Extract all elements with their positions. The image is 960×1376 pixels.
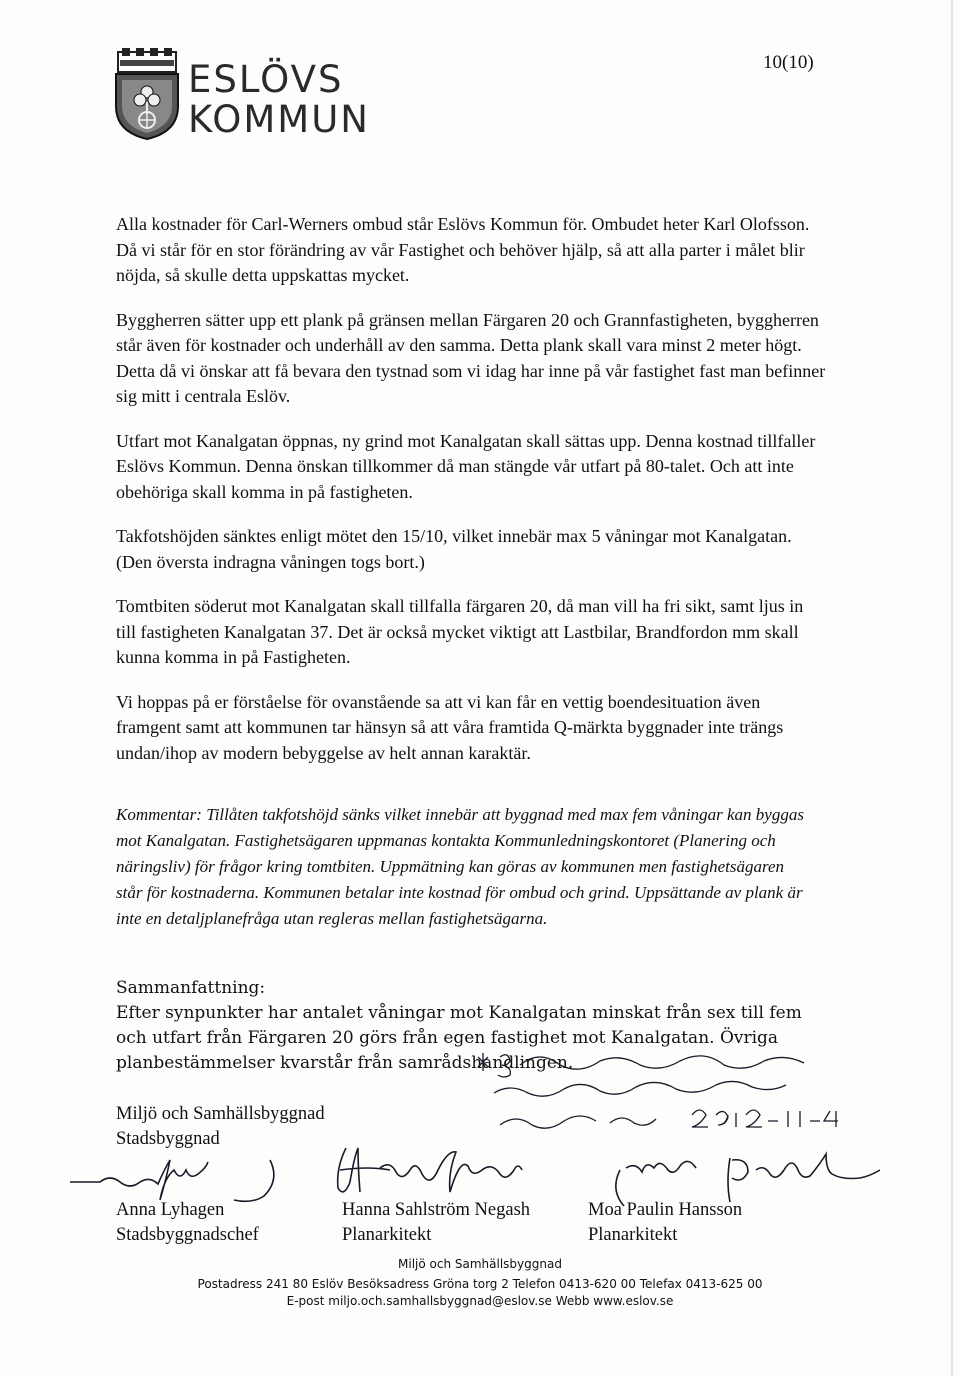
page-number: 10(10): [763, 52, 814, 73]
logo-line-1: ESLÖVS: [188, 58, 344, 101]
department-unit: Stadsbyggnad: [116, 1129, 220, 1149]
department-block: [116, 1102, 325, 1152]
page-footer: [0, 1256, 960, 1310]
municipality-logo: [112, 48, 370, 143]
signatory-2: [342, 1198, 530, 1248]
signatory-title: Planarkitekt: [342, 1225, 432, 1245]
summary-text: Efter synpunkter har antalet våningar mot Kanalgatan minskat från sex till fem och utfart från Färgaren 20 görs från egen fastighet mot Kanalgatan. Övriga planbestämmelser kvarstår från samrådshandlingen.: [116, 1003, 802, 1073]
signatory-title: Planarkitekt: [588, 1225, 678, 1245]
comment-block: Kommentar: Tillåten takfotshöjd sänks vilket innebär att byggnad med max fem våningar kan byggas mot Kanalgatan. Fastighetsägaren uppmanas kontakta Kommunledningskontoret (Planering och näringsliv) för frågor kring tomtbiten. Uppmätning kan göras av kommunen men fastighetsägaren står för kostnaderna. Kommunen betalar inte kostnad för ombud och grind. Uppsättande av plank är inte en detaljplanefråga utan regleras mellan fastighetsägarna.: [116, 805, 804, 928]
footer-contact: E-post miljo.och.samhallsbyggnad@eslov.se Webb www.eslov.se: [286, 1294, 674, 1308]
summary-heading: Sammanfattning:: [116, 978, 266, 998]
paragraph-costs: Alla kostnader för Carl-Werners ombud står Eslövs Kommun för. Ombudet heter Karl Olofsson. Då vi står för en stor förändring av vår Fastighet och behöver hjälp, så att alla parter i målet blir nöjda, så skulle detta uppskattas mycket.: [116, 214, 810, 285]
logo-line-2: KOMMUN: [188, 98, 370, 141]
footer-address: Postadress 241 80 Eslöv Besöksadress Gröna torg 2 Telefon 0413-620 00 Telefax 0413-625 00: [197, 1277, 763, 1291]
paragraph-fence: Byggherren sätter upp ett plank på gränsen mellan Färgaren 20 och Grannfastigheten, byggherren står även för kostnader och underhåll av den samma. Detta plank skall vara minst 2 meter högt. Detta då vi önskar att få bevara den tystnad som vi idag har inne på vår fastighet fast man befinner sig mitt i centrala Eslöv.: [116, 309, 826, 406]
signatory-name: Anna Lyhagen: [116, 1200, 225, 1220]
signatory-name: Hanna Sahlström Negash: [342, 1200, 531, 1220]
coat-of-arms-icon: [112, 48, 182, 140]
logo-wordmark: [188, 60, 370, 140]
signatory-name: Moa Paulin Hansson: [588, 1200, 743, 1220]
footer-org: Miljö och Samhällsbyggnad: [398, 1257, 562, 1271]
scan-edge-line: [940, 0, 960, 1376]
paragraph-eaves-height: Takfotshöjden sänktes enligt mötet den 15/10, vilket innebär max 5 våningar mot Kanalgatan. (Den översta indragna våningen togs bort.): [116, 526, 792, 572]
paragraph-hope: Vi hoppas på er förståelse för ovanstående sa att vi kan får en vettig boendesituation även framgent samt att kommunen tar hänsyn så att våra framtida Q-märkta byggnader inte trängs undan/ihop av modern bebyggelse av helt annan karaktär.: [116, 691, 784, 763]
paragraph-exit: Utfart mot Kanalgatan öppnas, ny grind mot Kanalgatan skall sättas upp. Denna kostnad tillfaller Eslövs Kommun. Denna önskan tillkommer då man stängde vår utfart på 80-talet. Och att inte obehöriga skall komma in på fastigheten.: [116, 430, 816, 502]
summary-section: [116, 976, 836, 1076]
department-name: Miljö och Samhällsbyggnad: [116, 1104, 325, 1124]
signatory-1: [116, 1198, 259, 1248]
paragraph-plot: Tomtbiten söderut mot Kanalgatan skall tillfalla färgaren 20, då man vill ha fri sikt, samt ljus in till fastigheten Kanalgatan 37. Det är också mycket viktigt att Lastbilar, Brandfordon mm skall kunna komma in på Fastigheten.: [116, 596, 804, 667]
signatory-3: [588, 1198, 742, 1248]
letter-body: [116, 212, 826, 785]
signatory-title: Stadsbyggnadschef: [116, 1225, 259, 1245]
